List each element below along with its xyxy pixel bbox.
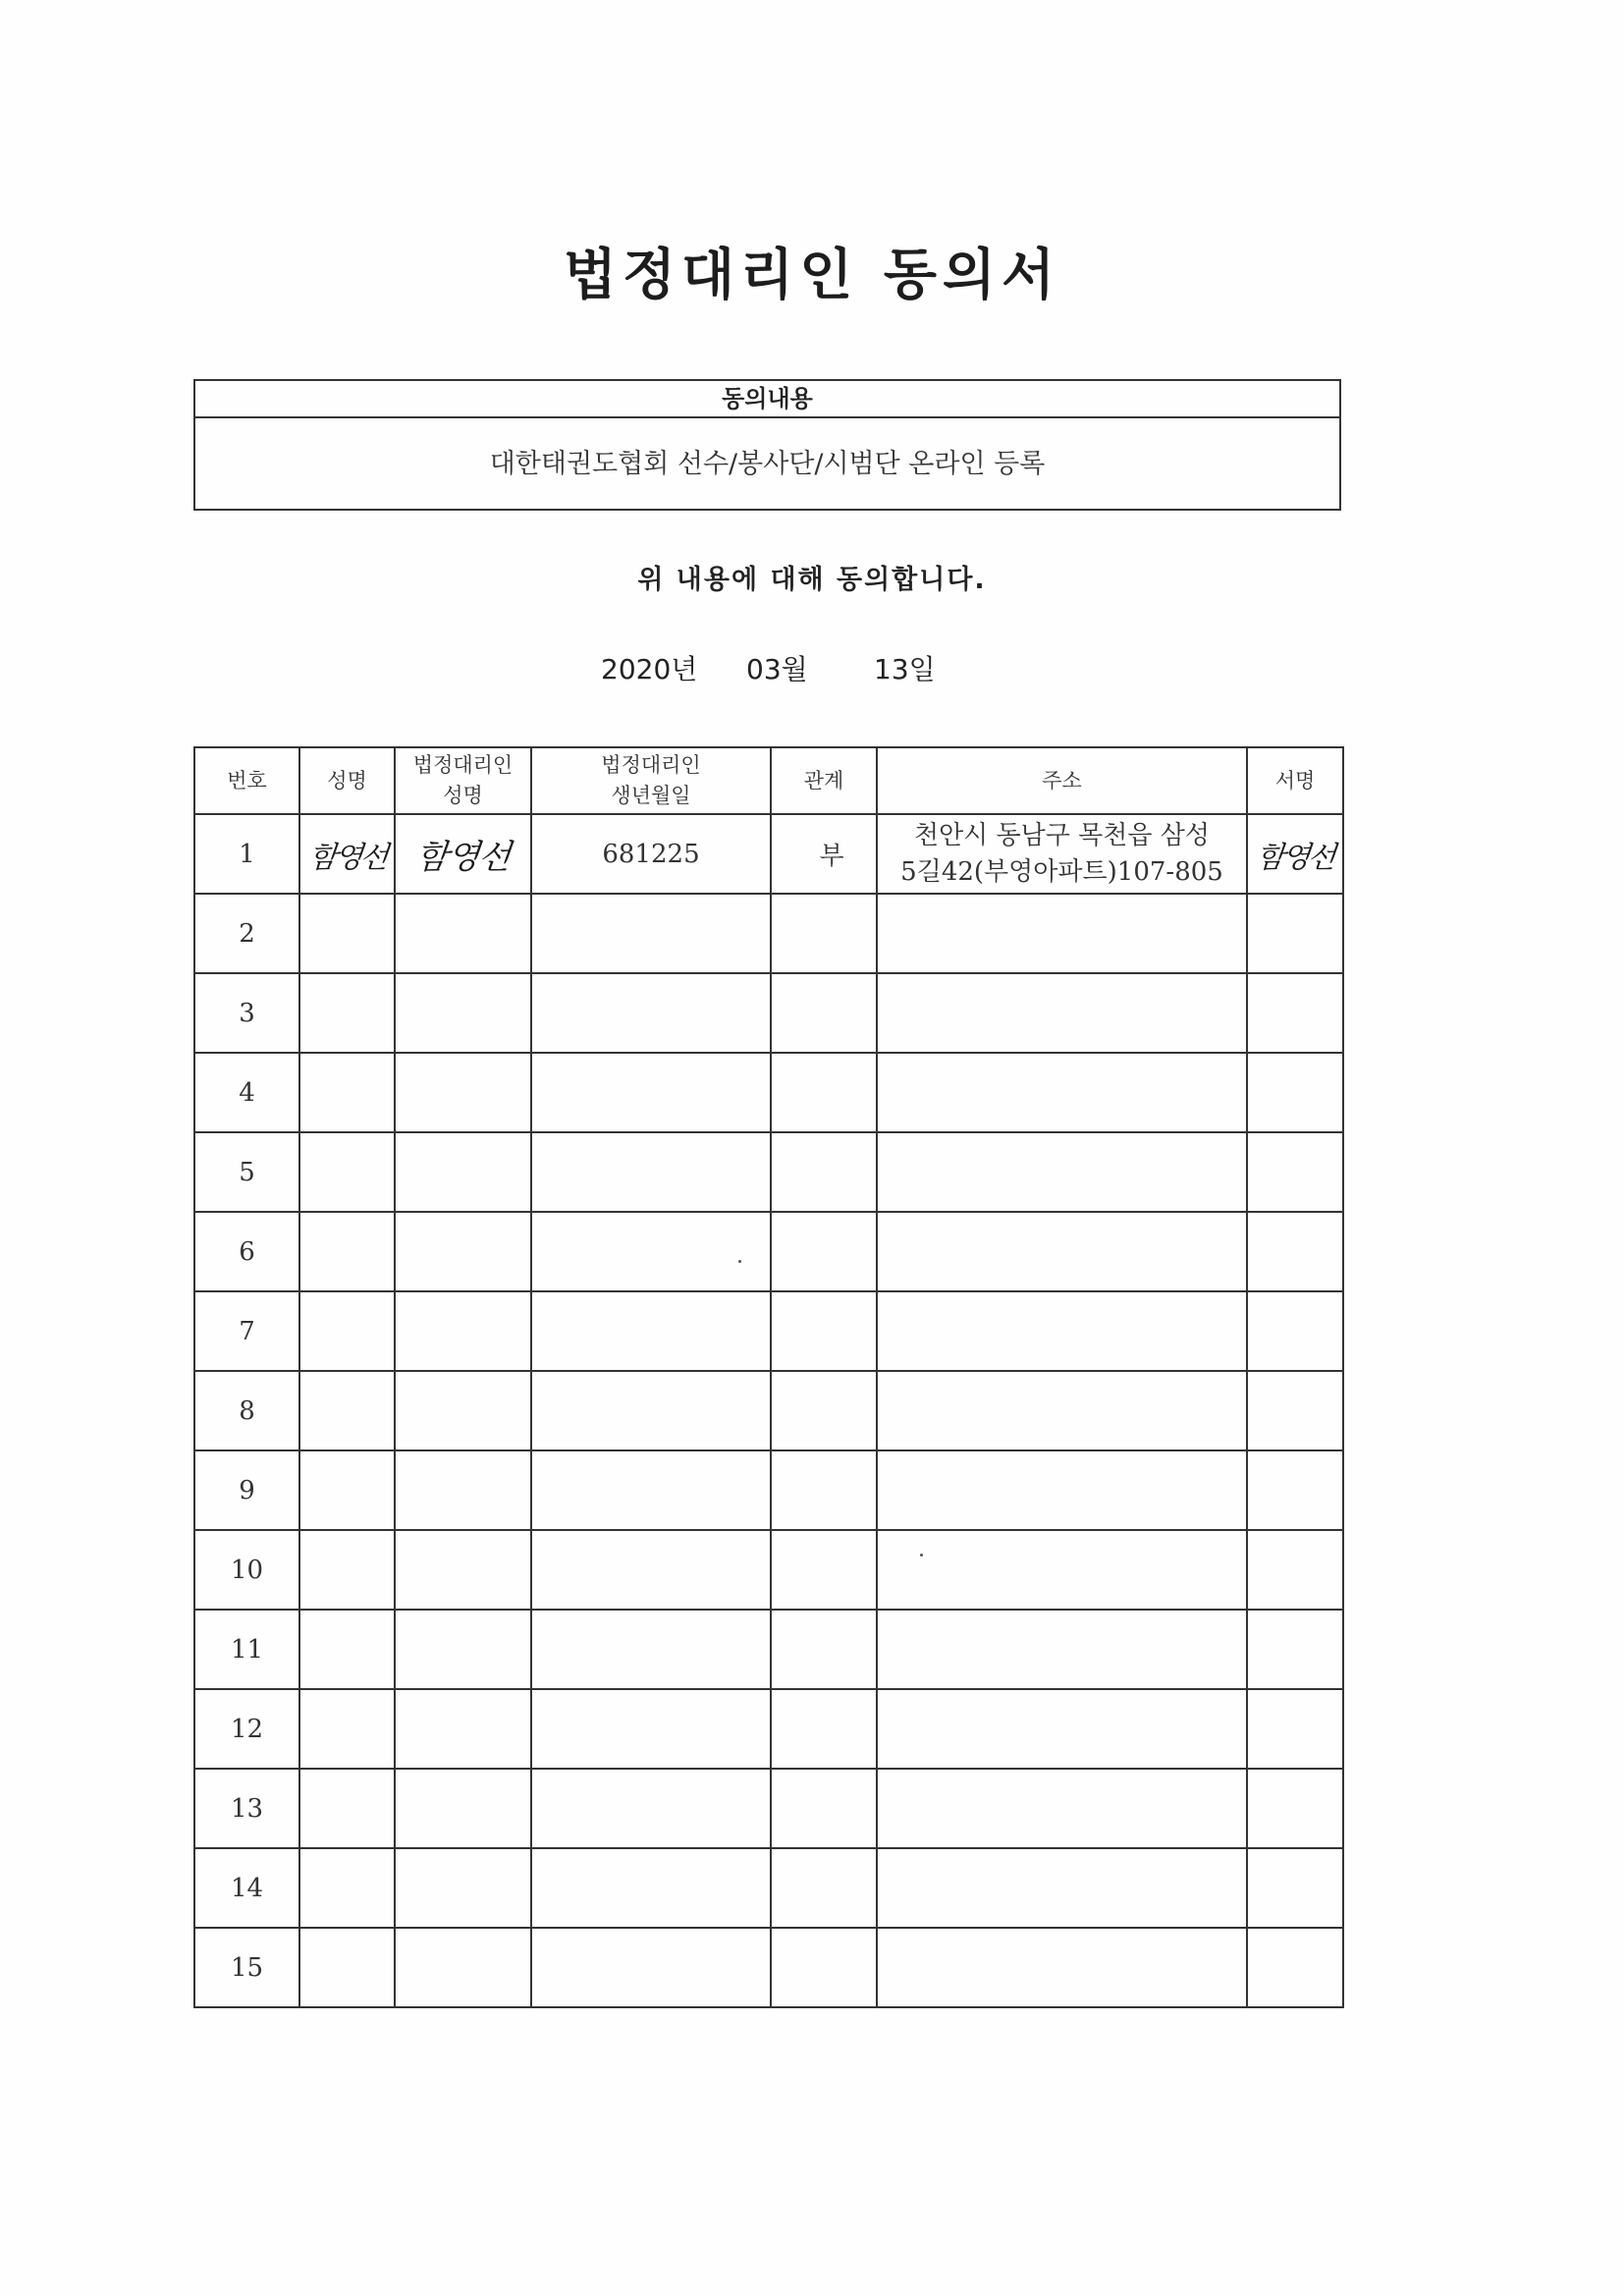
- cell-no: 8: [194, 1371, 299, 1450]
- cell-signature: [1247, 1212, 1343, 1291]
- cell-rep-name: [395, 973, 531, 1053]
- table-row: [194, 1769, 1343, 1848]
- cell-signature: [1247, 894, 1343, 973]
- cell-address: [877, 1132, 1247, 1212]
- cell-no: 6: [194, 1212, 299, 1291]
- cell-rep-birth: [531, 1928, 771, 2007]
- cell-rep-name: [395, 894, 531, 973]
- header-address: 주소: [877, 747, 1247, 814]
- table-row: [194, 1530, 1343, 1610]
- cell-rep-birth: [531, 1291, 771, 1371]
- cell-rep-birth: [531, 1371, 771, 1450]
- cell-rep-name: [395, 1769, 531, 1848]
- cell-relation: [771, 1610, 877, 1689]
- address-line-2: 5길42(부영아파트)107-805: [900, 856, 1223, 887]
- cell-no: 15: [194, 1928, 299, 2007]
- table-row: [194, 1610, 1343, 1689]
- cell-address: [877, 973, 1247, 1053]
- cell-address: [877, 1610, 1247, 1689]
- cell-rep-birth: [531, 1132, 771, 1212]
- table-row: [194, 1848, 1343, 1928]
- cell-relation: [771, 1769, 877, 1848]
- cell-name: [299, 1132, 395, 1212]
- cell-rep-name: [395, 1132, 531, 1212]
- handwritten-rep-name: 함영선: [413, 838, 512, 877]
- cell-name: [299, 814, 395, 894]
- cell-no: 11: [194, 1610, 299, 1689]
- cell-no: 3: [194, 973, 299, 1053]
- date-month: 03월: [746, 653, 808, 685]
- cell-no: 1: [194, 814, 299, 894]
- cell-no: 5: [194, 1132, 299, 1212]
- cell-address: [877, 1212, 1247, 1291]
- consent-header: 동의내용: [195, 381, 1339, 418]
- cell-rep-birth: [531, 1610, 771, 1689]
- cell-rep-name: [395, 1291, 531, 1371]
- cell-name: [299, 1450, 395, 1530]
- address-line-1: 천안시 동남구 목천읍 삼성: [913, 820, 1211, 850]
- cell-name: [299, 894, 395, 973]
- cell-no: 2: [194, 894, 299, 973]
- header-rep-birth-label: 법정대리인 생년월일: [601, 753, 701, 807]
- cell-no: 7: [194, 1291, 299, 1371]
- cell-rep-name: [395, 1848, 531, 1928]
- table-row: [194, 1450, 1343, 1530]
- cell-signature: [1247, 1132, 1343, 1212]
- table-row: [194, 1689, 1343, 1769]
- cell-no: 9: [194, 1450, 299, 1530]
- cell-name: [299, 1848, 395, 1928]
- table-row: [194, 814, 1343, 894]
- cell-no: 13: [194, 1769, 299, 1848]
- cell-address: [877, 1689, 1247, 1769]
- cell-rep-birth: [531, 1450, 771, 1530]
- cell-no: 10: [194, 1530, 299, 1610]
- cell-signature: [1247, 1610, 1343, 1689]
- cell-address: [877, 1530, 1247, 1610]
- table-row: [194, 1053, 1343, 1132]
- header-name: 성명: [299, 747, 395, 814]
- cell-name: [299, 1610, 395, 1689]
- handwritten-name: 함영선: [306, 840, 387, 875]
- cell-relation: 부: [771, 814, 877, 894]
- cell-address: [877, 1848, 1247, 1928]
- document-title: 법정대리인 동의서: [563, 244, 1061, 307]
- cell-name: [299, 1212, 395, 1291]
- cell-signature: [1247, 1928, 1343, 2007]
- cell-relation: [771, 1212, 877, 1291]
- cell-signature: [1247, 1291, 1343, 1371]
- consent-content: 대한태권도협회 선수/봉사단/시범단 온라인 등록: [489, 449, 1046, 479]
- cell-signature: [1247, 1689, 1343, 1769]
- cell-rep-name: [395, 814, 531, 894]
- cell-rep-birth: 681225: [531, 814, 771, 894]
- cell-name: [299, 1053, 395, 1132]
- handwritten-signature: 함영선: [1254, 840, 1335, 875]
- cell-rep-birth: [531, 894, 771, 973]
- scan-speck: [738, 1260, 741, 1263]
- cell-signature: [1247, 1450, 1343, 1530]
- cell-address: [877, 1928, 1247, 2007]
- header-relation: 관계: [771, 747, 877, 814]
- cell-relation: [771, 1450, 877, 1530]
- cell-address: [877, 814, 1247, 894]
- cell-relation: [771, 973, 877, 1053]
- header-rep-name-label: 법정대리인 성명: [412, 753, 514, 807]
- table-row: [194, 1212, 1343, 1291]
- table-row: [194, 973, 1343, 1053]
- table-body: [194, 814, 1343, 2007]
- cell-signature: [1247, 1053, 1343, 1132]
- cell-relation: [771, 1053, 877, 1132]
- cell-rep-birth: [531, 1848, 771, 1928]
- cell-rep-name: [395, 1610, 531, 1689]
- cell-name: [299, 1928, 395, 2007]
- cell-rep-birth: [531, 973, 771, 1053]
- date-year: 2020년: [601, 653, 698, 685]
- cell-relation: [771, 1928, 877, 2007]
- cell-name: [299, 1291, 395, 1371]
- cell-address: [877, 1450, 1247, 1530]
- cell-rep-name: [395, 1450, 531, 1530]
- cell-rep-name: [395, 1928, 531, 2007]
- scan-speck: [920, 1554, 923, 1557]
- cell-signature: [1247, 814, 1343, 894]
- cell-relation: [771, 1371, 877, 1450]
- cell-relation: [771, 1848, 877, 1928]
- cell-signature: [1247, 1530, 1343, 1610]
- agreement-statement: 위 내용에 대해 동의합니다.: [637, 565, 987, 595]
- cell-relation: [771, 1132, 877, 1212]
- table-row: [194, 894, 1343, 973]
- cell-relation: [771, 1689, 877, 1769]
- cell-address: [877, 1769, 1247, 1848]
- table-header-row: [194, 747, 1343, 814]
- cell-no: 14: [194, 1848, 299, 1928]
- cell-address: [877, 1053, 1247, 1132]
- cell-no: 12: [194, 1689, 299, 1769]
- cell-rep-name: [395, 1371, 531, 1450]
- cell-name: [299, 1530, 395, 1610]
- cell-signature: [1247, 973, 1343, 1053]
- cell-signature: [1247, 1371, 1343, 1450]
- cell-name: [299, 1769, 395, 1848]
- representative-table: [193, 746, 1344, 2008]
- cell-relation: [771, 1530, 877, 1610]
- table-row: [194, 1291, 1343, 1371]
- cell-name: [299, 1371, 395, 1450]
- header-rep-birth: [531, 747, 771, 814]
- table-row: [194, 1132, 1343, 1212]
- date-day: 13일: [874, 653, 936, 685]
- cell-name: [299, 1689, 395, 1769]
- header-no: 번호: [194, 747, 299, 814]
- header-signature: 서명: [1247, 747, 1343, 814]
- cell-address: [877, 1291, 1247, 1371]
- cell-rep-name: [395, 1053, 531, 1132]
- cell-rep-birth: [531, 1689, 771, 1769]
- cell-rep-name: [395, 1530, 531, 1610]
- cell-rep-birth: [531, 1530, 771, 1610]
- cell-relation: [771, 1291, 877, 1371]
- cell-name: [299, 973, 395, 1053]
- cell-rep-birth: [531, 1212, 771, 1291]
- cell-rep-name: [395, 1689, 531, 1769]
- cell-signature: [1247, 1769, 1343, 1848]
- cell-address: [877, 1371, 1247, 1450]
- header-rep-name: [395, 747, 531, 814]
- consent-box: [193, 379, 1341, 511]
- cell-rep-name: [395, 1212, 531, 1291]
- cell-address: [877, 894, 1247, 973]
- cell-rep-birth: [531, 1769, 771, 1848]
- cell-signature: [1247, 1848, 1343, 1928]
- table-row: [194, 1928, 1343, 2007]
- cell-rep-birth: [531, 1053, 771, 1132]
- cell-relation: [771, 894, 877, 973]
- table-row: [194, 1371, 1343, 1450]
- cell-no: 4: [194, 1053, 299, 1132]
